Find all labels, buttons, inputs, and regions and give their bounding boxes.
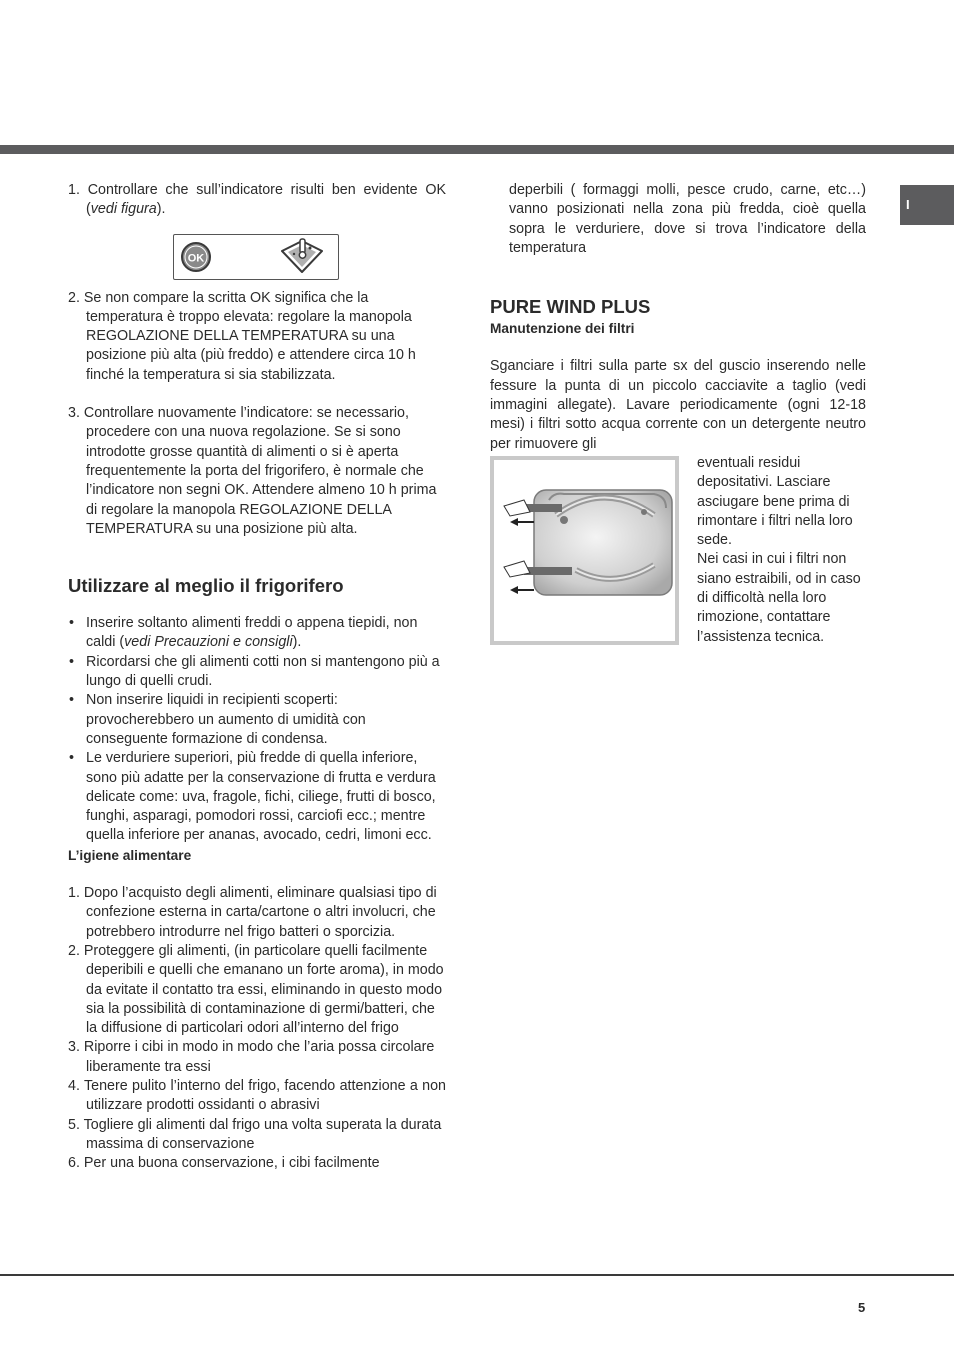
list-item: 6. Per una buona conservazione, i cibi facilmente [68,1155,380,1172]
top-header-bar [0,145,954,154]
list-item: • Le verduriere superiori, più fredde di quella inferiore, sono più adatte per la conservazione di frutta e verdura delicate come: uva, fragole, fichi, ciliege, frutti di bosco, funghi, asparagi, pomodori rossi, carciofi ecc.; mentre quella inferiore per ananas, avocado, cedri, limoni ecc. [68,749,446,845]
ok-indicator-icon [174,235,338,279]
hygiene-heading: L’igiene alimentare [68,847,192,863]
ok-indicator-label: OK [187,252,205,265]
right-column [490,181,866,647]
pure-wind-plus-heading: PURE WIND PLUS [490,296,651,318]
ok-indicator-figure [173,234,339,280]
list-item: • Non inserire liquidi in recipienti scoperti: provocherebbero un aumento di umidità con conseguente formazione di condensa. [68,691,446,749]
list-item: 3. Riporre i cibi in modo in modo che l’aria possa circolare liberamente tra essi [68,1039,435,1075]
list-item: • Ricordarsi che gli alimenti cotti non si mantengono più a lungo di quelli crudi. [68,653,446,692]
indicator-step-2: 2. Se non compare la scritta OK significa che la temperatura è troppo elevata: regolare la manopola REGOLAZIONE DELLA TEMPERATURA su una posizione più alta (più freddo) e attendere circa 10 h finché la temperatura si sia stabilizzata. [68,289,416,383]
footer-rule [0,1274,954,1276]
indicator-step-1: 1. Controllare che sull’indicatore risulti ben evidente OK (vedi figura). [68,182,446,218]
indicator-step-3: 3. Controllare nuovamente l’indicatore: se necessario, procedere con una nuova regolazione. Se si sono introdotte grosse quantità di alimenti o si è aperta frequentemente la porta del frigorifero, è normale che l’indicatore non segni OK. Attendere almeno 10 h prima di regolare la manopola REGOLAZIONE DELLA TEMPERATURA su una posizione più alta. [68,405,437,537]
list-item: 2. Proteggere gli alimenti, (in particolare quelli facilmente deperibili e quelli che emanano un forte aroma), in modo da evitate il contatto tra essi, eliminando in questo modo sia la possibilità di contaminazione di germi/batteri, che la diffusione di particolari odori all’interno del frigo [68,942,444,1037]
hygiene-list [68,884,446,1173]
list-item: • Inserire soltanto alimenti freddi o appena tiepidi, non caldi (vedi Precauzioni e consigli). [68,614,446,653]
language-tab: I [900,185,954,225]
hygiene-step-6-continuation: deperbili ( formaggi molli, pesce crudo, carne, etc…) vanno posizionati nella zona più fredda, cioè quella sopra le verduriere, dove si trova l’indicatore della temperatura [509,182,866,256]
page-number: 5 [858,1300,866,1315]
filters-instructions: Sganciare i filtri sulla parte sx del guscio inserendo nelle fessure la punta di un piccolo cacciavite a taglio (vedi immagini allegate). Lavare periodicamente (ogni 12-18 mesi) i filtri sotto acqua corrente con un detergente neutro per rimuovere gli [490,358,866,452]
filters-subheading: Manutenzione dei filtri [490,321,635,337]
list-item: 5. Togliere gli alimenti dal frigo una volta superata la durata massima di conservazione [68,1116,442,1152]
filters-instructions-wrap: eventuali residui depositativi. Lasciare asciugare bene prima di rimontare i filtri nella loro sede. [697,454,853,549]
list-item: 4. Tenere pulito l’interno del frigo, facendo attenzione a non utilizzare prodotti ossidanti o abrasivi [68,1077,446,1114]
best-use-list [68,614,446,846]
filter-removal-image [494,460,675,641]
list-item: 1. Dopo l’acquisto degli alimenti, eliminare qualsiasi tipo di confezione esterna in carta/cartone o altri involucri, che potrebbero introdurre nel frigo batteri o sporcizia. [68,885,437,940]
filters-assistance-note: Nei casi in cui i filtri non siano estraibili, od in caso di difficoltà nella loro rimozione, contattare l’assistenza tecnica. [697,551,861,645]
best-use-heading: Utilizzare al meglio il frigorifero [68,575,344,597]
left-column [68,181,446,1173]
filter-removal-illustration [490,456,679,645]
